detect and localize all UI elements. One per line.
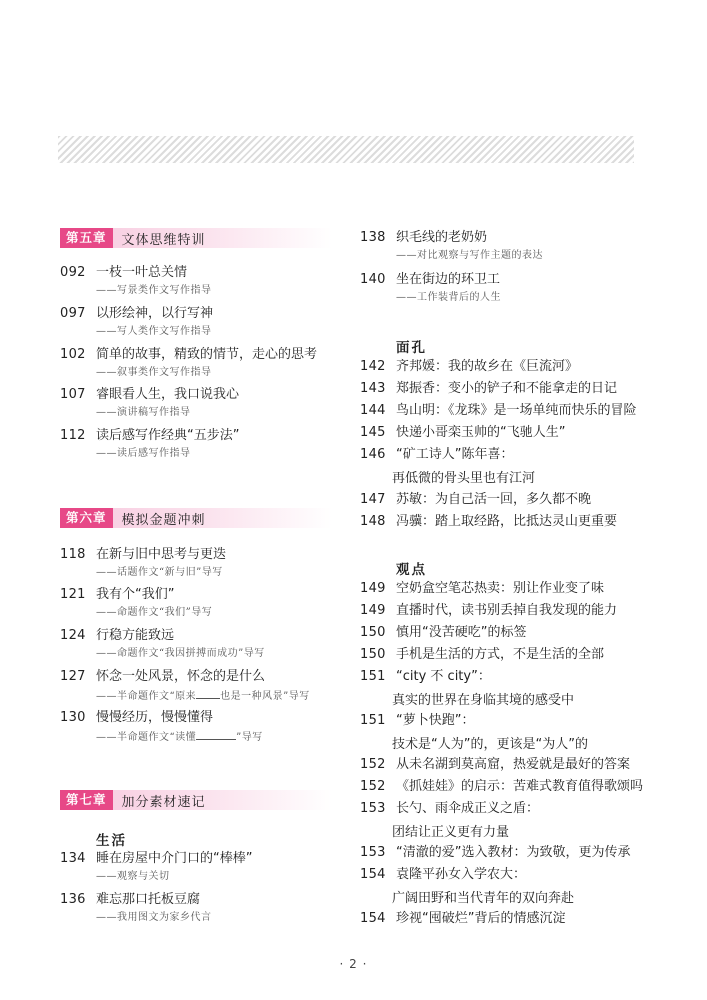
entry-title: 行稳方能致远	[96, 628, 175, 643]
entry-title: 鸟山明：《龙珠》是一场单纯而快乐的冒险	[396, 403, 637, 418]
page-ref: 142	[360, 359, 386, 374]
page-ref: 097	[60, 306, 86, 321]
entry-title: 睡在房屋中介门口的“棒棒”	[96, 851, 253, 866]
chapter-7-header	[60, 790, 332, 810]
page-ref: 121	[60, 587, 86, 602]
page-ref: 143	[360, 381, 386, 396]
entry-title: 睿眼看人生，我口说我心	[96, 387, 240, 402]
entry-title-continued: 团结让正义更有力量	[392, 825, 510, 840]
page-ref: 140	[360, 272, 386, 287]
toc-entry[interactable]	[360, 271, 501, 305]
page-ref: 092	[60, 265, 86, 280]
entry-title: 慎用“没苦硬吃”的标签	[396, 625, 527, 640]
entry-title: 难忘那口托板豆腐	[96, 892, 201, 907]
page-ref: 150	[360, 647, 386, 662]
entry-title: “萝卜快跑”：	[396, 713, 475, 728]
entry-subtitle: ——半命题作文“原来 也是一种风景”导写	[96, 688, 310, 704]
toc-entry[interactable]	[60, 709, 263, 745]
entry-title-continued: 技术是“人为”的，更该是“为人”的	[392, 737, 588, 752]
entry-title-continued: 再低微的骨头里也有江河	[392, 471, 536, 486]
entry-title: 从未名湖到莫高窟，热爱就是最好的答案	[396, 757, 631, 772]
entry-subtitle: ——我用图文为家乡代言	[96, 912, 212, 923]
page-ref: 154	[360, 867, 386, 882]
entry-title: 《抓娃娃》的启示：苦难式教育值得歌颂吗	[396, 779, 644, 794]
chapter-badge: 第六章	[60, 508, 113, 528]
page-ref: 107	[60, 387, 86, 402]
chapter-title: 模拟金题冲刺	[121, 512, 206, 528]
page-ref: 152	[360, 779, 386, 794]
toc-entry[interactable]	[360, 624, 526, 642]
entry-title: 坐在街边的环卫工	[396, 272, 501, 287]
chapter-badge: 第五章	[60, 228, 113, 248]
chapter-6-header	[60, 508, 332, 528]
toc-entry[interactable]	[360, 402, 637, 420]
chapter-badge: 第七章	[60, 790, 113, 810]
toc-entry[interactable]	[360, 778, 643, 796]
page-ref: 146	[360, 447, 386, 462]
chapter-title: 加分素材速记	[121, 794, 206, 810]
toc-entry[interactable]	[60, 427, 239, 461]
entry-subtitle: ——命题作文“我因拼搏而成功”导写	[96, 648, 265, 659]
entry-title: 手机是生活的方式，不是生活的全部	[396, 647, 605, 662]
page-ref: 134	[60, 851, 86, 866]
page-ref: 124	[60, 628, 86, 643]
fill-in-blank	[196, 729, 236, 740]
entry-title: 长勺、雨伞成正义之盾：	[396, 801, 540, 816]
entry-title: 慢慢经历，慢慢懂得	[96, 710, 214, 725]
entry-subtitle: ——工作装背后的人生	[396, 292, 501, 303]
toc-entry[interactable]	[360, 513, 617, 531]
page-ref: 118	[60, 547, 86, 562]
entry-subtitle: ——演讲稿写作指导	[96, 407, 191, 418]
page-ref: 138	[360, 230, 386, 245]
entry-subtitle: ——写人类作文写作指导	[96, 326, 212, 337]
toc-entry[interactable]	[360, 446, 535, 488]
page-ref: 144	[360, 403, 386, 418]
page-ref: 151	[360, 669, 386, 684]
toc-entry[interactable]	[360, 580, 604, 598]
entry-subtitle: ——对比观察与写作主题的表达	[396, 250, 543, 261]
entry-title: 苏敏：为自己活一回，多久都不晚	[396, 492, 592, 507]
toc-entry[interactable]	[360, 358, 578, 376]
toc-entry[interactable]	[60, 264, 212, 298]
page-ref: 147	[360, 492, 386, 507]
decorative-hatch-band	[58, 136, 634, 163]
entry-title: 珍视“囤破烂”背后的情感沉淀	[396, 911, 566, 926]
entry-subtitle: ——读后感写作指导	[96, 448, 191, 459]
entry-title: 空奶盒空笔芯热卖：别让作业变了味	[396, 581, 605, 596]
toc-entry[interactable]	[60, 586, 212, 620]
toc-entry[interactable]	[360, 800, 539, 842]
entry-title: 织毛线的老奶奶	[396, 230, 488, 245]
fill-in-blank	[196, 688, 220, 699]
toc-entry[interactable]	[360, 646, 604, 664]
toc-entry[interactable]	[60, 627, 265, 661]
page-ref: 127	[60, 669, 86, 684]
toc-entry[interactable]	[360, 844, 630, 862]
entry-subtitle: ——命题作文“我们”导写	[96, 607, 213, 618]
entry-title: “矿工诗人”陈年喜：	[396, 447, 514, 462]
toc-entry[interactable]	[60, 305, 213, 339]
entry-title: 在新与旧中思考与更迭	[96, 547, 227, 562]
page-ref: 154	[360, 911, 386, 926]
toc-entry[interactable]	[360, 380, 617, 398]
entry-title: “清澈的爱”选入教材：为致敬，更为传承	[396, 845, 631, 860]
section-heading: 生活	[96, 833, 127, 849]
entry-title-continued: 广阔田野和当代青年的双向奔赴	[392, 891, 575, 906]
entry-title: 以形绘神，以行写神	[96, 306, 214, 321]
entry-title-continued: 真实的世界在身临其境的感受中	[392, 693, 575, 708]
page-ref: 149	[360, 603, 386, 618]
toc-entry[interactable]	[60, 891, 212, 925]
entry-title: 怀念一处风景，怀念的是什么	[96, 669, 266, 684]
toc-entry[interactable]	[60, 546, 226, 580]
entry-title: 我有个“我们”	[96, 587, 175, 602]
entry-subtitle: ——半命题作文“读懂 ”导写	[96, 729, 263, 745]
page-ref: 148	[360, 514, 386, 529]
page-ref: 130	[60, 710, 86, 725]
toc-entry[interactable]	[360, 424, 565, 442]
entry-subtitle: ——写景类作文写作指导	[96, 285, 212, 296]
chapter-title: 文体思维特训	[121, 232, 206, 248]
toc-entry[interactable]	[360, 866, 574, 908]
page-number: · 2 ·	[339, 957, 368, 971]
toc-entry[interactable]	[360, 491, 591, 509]
entry-title: 郑振香：变小的铲子和不能拿走的日记	[396, 381, 618, 396]
entry-subtitle: ——话题作文“新与旧”导写	[96, 567, 223, 578]
entry-title: 齐邦媛：我的故乡在《巨流河》	[396, 359, 579, 374]
toc-entry[interactable]	[60, 850, 252, 884]
toc-entry[interactable]	[360, 910, 565, 928]
toc-entry[interactable]	[360, 756, 630, 774]
page-ref: 149	[360, 581, 386, 596]
page-ref: 102	[60, 347, 86, 362]
entry-subtitle: ——观察与关切	[96, 871, 170, 882]
toc-entry[interactable]	[60, 386, 239, 420]
entry-title: 一枝一叶总关情	[96, 265, 188, 280]
page-ref: 153	[360, 845, 386, 860]
entry-title: 读后感写作经典“五步法”	[96, 428, 240, 443]
page-ref: 136	[60, 892, 86, 907]
page-ref: 152	[360, 757, 386, 772]
entry-title: 冯骥：踏上取经路，比抵达灵山更重要	[396, 514, 618, 529]
toc-entry[interactable]	[360, 602, 617, 620]
page-ref: 145	[360, 425, 386, 440]
page-ref: 153	[360, 801, 386, 816]
entry-title: 快递小哥栾玉帅的“飞驰人生”	[396, 425, 566, 440]
toc-entry[interactable]	[60, 668, 310, 704]
page-ref: 150	[360, 625, 386, 640]
chapter-5-header	[60, 228, 332, 248]
entry-title: 袁隆平孙女入学农大：	[396, 867, 527, 882]
toc-entry[interactable]	[360, 712, 588, 754]
page-ref: 151	[360, 713, 386, 728]
entry-title: 直播时代，读书别丢掉自我发现的能力	[396, 603, 618, 618]
toc-entry[interactable]	[360, 668, 574, 710]
entry-title: “city 不 city”：	[396, 669, 491, 684]
toc-entry[interactable]	[60, 346, 317, 380]
page-ref: 112	[60, 428, 86, 443]
toc-entry[interactable]	[360, 229, 543, 263]
entry-subtitle: ——叙事类作文写作指导	[96, 367, 212, 378]
section-heading: 观点	[396, 562, 427, 578]
entry-title: 简单的故事，精致的情节，走心的思考	[96, 347, 318, 362]
section-heading: 面孔	[396, 340, 427, 356]
